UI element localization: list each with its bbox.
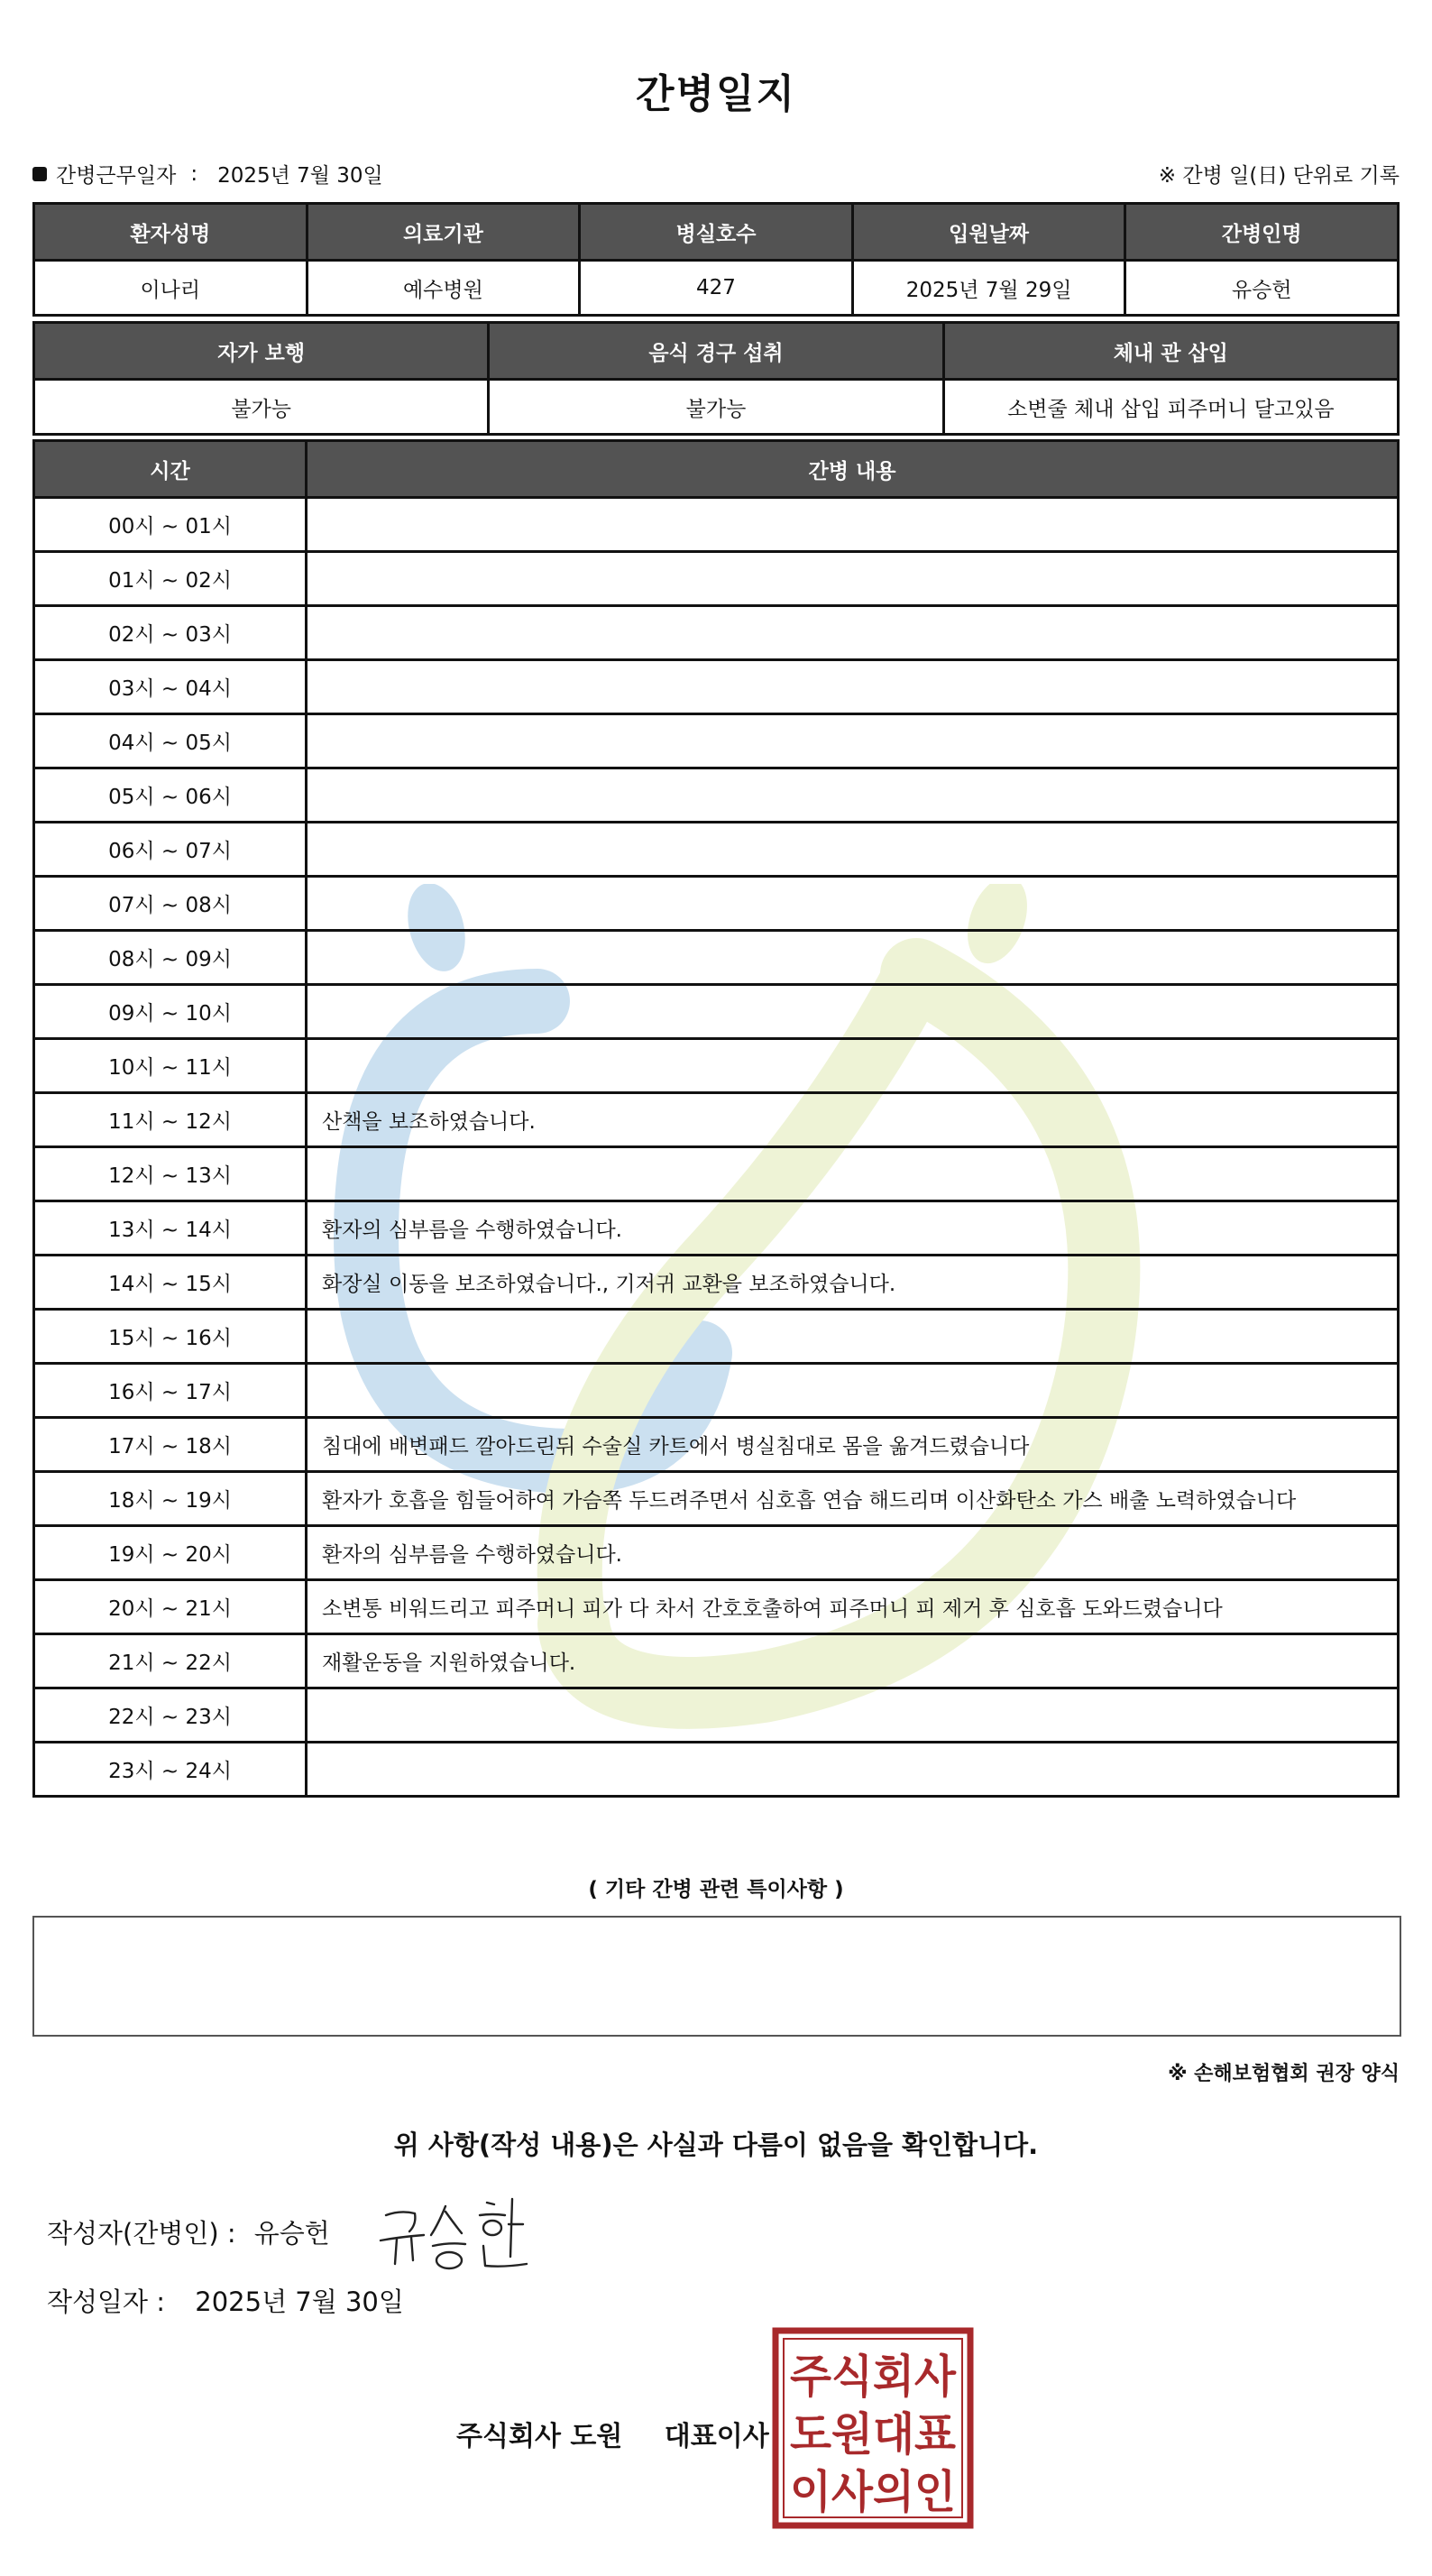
table-row [34, 1147, 1399, 1201]
svg-text:주식회사: 주식회사 [790, 2351, 957, 2403]
table-row [34, 1634, 1399, 1688]
log-content-cell [307, 931, 1399, 985]
log-time-cell: 13시 ~ 14시 [34, 1201, 307, 1256]
log-content-cell [307, 660, 1399, 714]
insurance-note: ※ 손해보험협회 권장 양식 [1168, 2063, 1400, 2085]
admission-date: 2025년 7월 29일 [852, 261, 1125, 316]
log-content-cell: 침대에 배변패드 깔아드린뒤 수술실 카트에서 병실침대로 몸을 옮겨드렸습니다 [307, 1418, 1399, 1472]
log-content-cell [307, 552, 1399, 606]
caregiver-name: 유승헌 [1125, 261, 1399, 316]
log-time-cell: 22시 ~ 23시 [34, 1688, 307, 1743]
header-patient-name: 환자성명 [34, 204, 308, 261]
log-content-cell: 소변통 비워드리고 피주머니 피가 다 차서 간호호출하여 피주머니 피 제거 후 심호흡 도와드렸습니다 [307, 1580, 1399, 1634]
room-number: 427 [580, 261, 853, 316]
table-header-row [34, 204, 1399, 261]
header-room: 병실호수 [580, 204, 853, 261]
log-time-cell: 02시 ~ 03시 [34, 606, 307, 660]
log-content-cell [307, 1743, 1399, 1797]
meta-row [32, 159, 1400, 189]
svg-text:도원대표: 도원대표 [790, 2408, 957, 2461]
svg-text:이사의인: 이사의인 [790, 2466, 956, 2518]
log-content-cell [307, 1039, 1399, 1093]
company-seal-stamp [772, 2327, 974, 2529]
log-time-cell: 17시 ~ 18시 [34, 1418, 307, 1472]
table-row [34, 1039, 1399, 1093]
log-time-cell: 23시 ~ 24시 [34, 1743, 307, 1797]
patient-name: 이나리 [34, 261, 308, 316]
table-row [34, 660, 1399, 714]
work-date-value: 2025년 7월 30일 [217, 164, 383, 188]
header-hospital: 의료기관 [307, 204, 580, 261]
log-content-cell [307, 714, 1399, 768]
care-journal-page [32, 0, 1400, 2576]
work-date [32, 159, 383, 189]
table-row [34, 498, 1399, 552]
log-time-cell: 11시 ~ 12시 [34, 1093, 307, 1147]
log-content-cell [307, 498, 1399, 552]
log-content-cell [307, 606, 1399, 660]
log-content-cell: 환자의 심부름을 수행하였습니다. [307, 1201, 1399, 1256]
table-row [34, 1526, 1399, 1580]
writer-name: 유승헌 [253, 2218, 330, 2249]
written-date-value: 2025년 7월 30일 [195, 2286, 404, 2317]
table-row [34, 714, 1399, 768]
log-time-cell: 01시 ~ 02시 [34, 552, 307, 606]
table-row [34, 1743, 1399, 1797]
remarks-title: ( 기타 간병 관련 특이사항 ) [588, 1878, 844, 1901]
writer-line [47, 2213, 330, 2250]
patient-status-table [32, 321, 1400, 436]
handwritten-signature [373, 2188, 554, 2278]
table-row [34, 261, 1399, 316]
log-time-cell: 06시 ~ 07시 [34, 823, 307, 877]
table-row [34, 380, 1399, 435]
work-date-label: 간병근무일자 [56, 164, 177, 188]
table-row [34, 1418, 1399, 1472]
table-row [34, 1364, 1399, 1418]
log-time-cell: 16시 ~ 17시 [34, 1364, 307, 1418]
log-content-cell: 환자가 호흡을 힘들어하여 가슴쪽 두드려주면서 심호흡 연습 해드리며 이산화탄소 가스 배출 노력하였습니다 [307, 1472, 1399, 1526]
header-admission-date: 입원날짜 [852, 204, 1125, 261]
log-content-cell [307, 823, 1399, 877]
log-time-cell: 19시 ~ 20시 [34, 1526, 307, 1580]
log-time-cell: 18시 ~ 19시 [34, 1472, 307, 1526]
table-row [34, 1580, 1399, 1634]
table-row [34, 768, 1399, 823]
ceo-title: 대표이사 [664, 2421, 769, 2452]
confirm-statement: 위 사항(작성 내용)은 사실과 다름이 없음을 확인합니다. [393, 2130, 1039, 2160]
log-body [34, 498, 1399, 1797]
log-time-cell: 20시 ~ 21시 [34, 1580, 307, 1634]
header-caregiver: 간병인명 [1125, 204, 1399, 261]
log-content-cell: 산책을 보조하였습니다. [307, 1093, 1399, 1147]
page-title: 간병일지 [635, 71, 796, 117]
table-row [34, 931, 1399, 985]
table-row [34, 1093, 1399, 1147]
table-row [34, 1688, 1399, 1743]
company-line [456, 2414, 769, 2453]
work-date-colon: : [190, 161, 198, 186]
table-row [34, 1310, 1399, 1364]
log-time-cell: 15시 ~ 16시 [34, 1310, 307, 1364]
header-care-content: 간병 내용 [307, 441, 1399, 498]
table-row [34, 985, 1399, 1039]
log-time-cell: 04시 ~ 05시 [34, 714, 307, 768]
written-date-label: 작성일자 : [47, 2286, 166, 2317]
log-time-cell: 00시 ~ 01시 [34, 498, 307, 552]
remarks-box [32, 1916, 1401, 2037]
written-date-line [47, 2282, 404, 2319]
company-name: 주식회사 도원 [456, 2421, 623, 2452]
table-header-row [34, 323, 1399, 380]
table-header-row [34, 441, 1399, 498]
header-oral-intake: 음식 경구 섭취 [489, 323, 943, 380]
hourly-care-log-table [32, 439, 1400, 1798]
table-row [34, 606, 1399, 660]
unit-note: ※ 간병 일(日) 단위로 기록 [1158, 164, 1400, 188]
log-content-cell [307, 1364, 1399, 1418]
log-content-cell [307, 877, 1399, 931]
table-row [34, 552, 1399, 606]
log-time-cell: 12시 ~ 13시 [34, 1147, 307, 1201]
log-time-cell: 07시 ~ 08시 [34, 877, 307, 931]
log-content-cell: 환자의 심부름을 수행하였습니다. [307, 1526, 1399, 1580]
log-content-cell [307, 768, 1399, 823]
log-time-cell: 03시 ~ 04시 [34, 660, 307, 714]
log-content-cell [307, 1688, 1399, 1743]
log-content-cell [307, 1310, 1399, 1364]
table-row [34, 1201, 1399, 1256]
log-time-cell: 08시 ~ 09시 [34, 931, 307, 985]
log-content-cell [307, 985, 1399, 1039]
table-row [34, 823, 1399, 877]
log-content-cell: 재활운동을 지원하였습니다. [307, 1634, 1399, 1688]
header-tube-insertion: 체내 관 삽입 [943, 323, 1398, 380]
oral-intake-value: 불가능 [489, 380, 943, 435]
bullet-square-icon [32, 167, 47, 181]
self-walking-value: 불가능 [34, 380, 489, 435]
table-row [34, 1256, 1399, 1310]
table-row [34, 1472, 1399, 1526]
writer-label: 작성자(간병인) : [47, 2218, 236, 2249]
log-time-cell: 14시 ~ 15시 [34, 1256, 307, 1310]
log-content-cell: 화장실 이동을 보조하였습니다., 기저귀 교환을 보조하였습니다. [307, 1256, 1399, 1310]
hospital-name: 예수병원 [307, 261, 580, 316]
log-time-cell: 05시 ~ 06시 [34, 768, 307, 823]
log-time-cell: 09시 ~ 10시 [34, 985, 307, 1039]
log-time-cell: 21시 ~ 22시 [34, 1634, 307, 1688]
table-row [34, 877, 1399, 931]
patient-info-table [32, 202, 1400, 317]
header-time: 시간 [34, 441, 307, 498]
log-time-cell: 10시 ~ 11시 [34, 1039, 307, 1093]
log-content-cell [307, 1147, 1399, 1201]
header-self-walking: 자가 보행 [34, 323, 489, 380]
tube-insertion-value: 소변줄 체내 삽입 피주머니 달고있음 [943, 380, 1398, 435]
